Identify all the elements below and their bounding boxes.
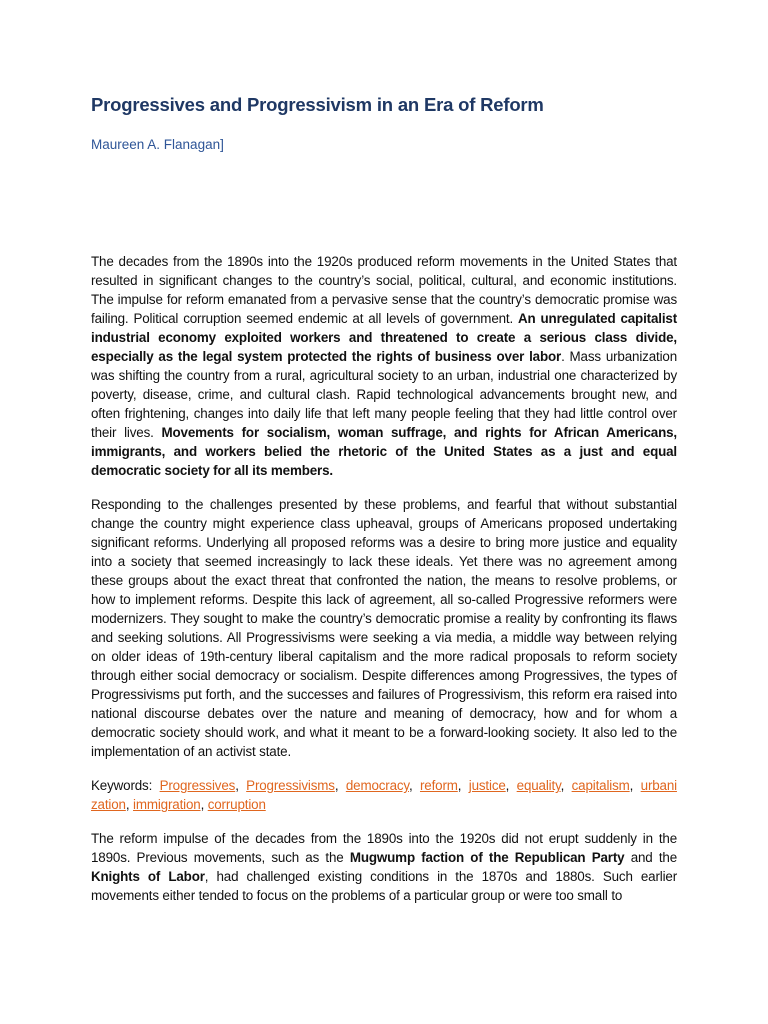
bold-text-run: Knights of Labor [91, 869, 205, 884]
keyword-link[interactable]: Progressives [159, 778, 236, 793]
paragraph-intro [91, 252, 677, 480]
keyword-link[interactable]: urbani zation [91, 778, 677, 812]
bold-text-run: An unregulated capitalist industrial economy exploited workers and threatened to create a serious class divide, especially as the legal system protected the rights of business over labor [91, 311, 678, 364]
keyword-link[interactable]: capitalism [571, 778, 630, 793]
page-title: Progressives and Progressivism in an Era of Reform [91, 94, 544, 115]
text-run: , had challenged existing conditions in the 1870s and 1880s. Such earlier movements either tended to focus on the problems of a particular group or were too small to [91, 869, 678, 903]
paragraph-responding [91, 495, 677, 761]
text-run: The reform impulse of the decades from the 1890s into the 1920s did not erupt suddenly in the 1890s. Previous movements, such as the [91, 831, 677, 865]
keywords-label: Keywords: [91, 778, 160, 793]
bold-text-run: Movements for socialism, woman suffrage, and rights for African Americans, immigrants, and workers belied the rhetoric of the United States as a just and equal democratic society for all its members. [91, 425, 677, 478]
keywords-line [91, 776, 677, 814]
keyword-separator: , [560, 778, 572, 793]
keyword-link[interactable]: justice [468, 778, 506, 793]
bold-text-run: Mugwump faction of the Republican Party [349, 850, 625, 865]
author-name: Maureen A. Flanagan] [91, 137, 224, 152]
text-run: Responding to the challenges presented by these problems, and fearful that without substantial change the country might experience class upheaval, groups of Americans proposed undertaking significant reforms. Underlying all proposed reforms was a desire to bring more justice and equality into a society that seemed increasingly to lack these ideals. Yet there was no agreement among these groups about the exact threat that confronted the nation, the means to resolve problems, or how to implement reforms. Despite this lack of agreement, all so-called Progressive reformers were modernizers. They sought to make the country’s democratic promise a reality by confronting its flaws and seeking solutions. All Progressivisms were seeking a via media, a middle way between relying on older ideas of 19th-century liberal capitalism and the more radical proposals to reform society through either social democracy or socialism. Despite differences among Progressives, the types of Progressivisms put forth, and the successes and failures of Progressivism, this reform era raised into national discourse debates over the nature and meaning of democracy, how and for whom a democratic society should work, and what it meant to be a forward-looking society. It also led to the implementation of an activist state. [91, 497, 677, 759]
text-run: The decades from the 1890s into the 1920s produced reform movements in the United States that resulted in significant changes to the country’s social, political, cultural, and economic institutions. The impulse for reform emanated from a pervasive sense that the country’s democratic promise was failing. Political corruption seemed endemic at all levels of government. [91, 254, 677, 326]
paragraph-reform-impulse [91, 829, 677, 905]
keyword-link[interactable]: Progressivisms [246, 778, 335, 793]
keyword-link[interactable]: equality [516, 778, 561, 793]
keyword-link[interactable]: reform [419, 778, 458, 793]
keyword-link[interactable]: corruption [207, 797, 266, 812]
article-body [91, 252, 677, 920]
keyword-separator: , [235, 778, 247, 793]
keyword-link[interactable]: democracy [345, 778, 409, 793]
keyword-separator: , [334, 778, 346, 793]
keyword-separator: , [505, 778, 517, 793]
keyword-separator: , [409, 778, 420, 793]
keyword-link[interactable]: immigration [133, 797, 201, 812]
keyword-separator: , [125, 797, 133, 812]
text-run: and the [624, 850, 678, 865]
keyword-separator: , [629, 778, 641, 793]
keyword-separator: , [200, 797, 208, 812]
keyword-separator: , [457, 778, 469, 793]
text-run: . Mass urbanization was shifting the country from a rural, agricultural society to an urban, industrial one characterized by poverty, disease, crime, and cultural clash. Rapid technological advancements brought new, and often frightening, changes into daily life that left many people feeling that they had little control over their lives. [91, 349, 677, 440]
